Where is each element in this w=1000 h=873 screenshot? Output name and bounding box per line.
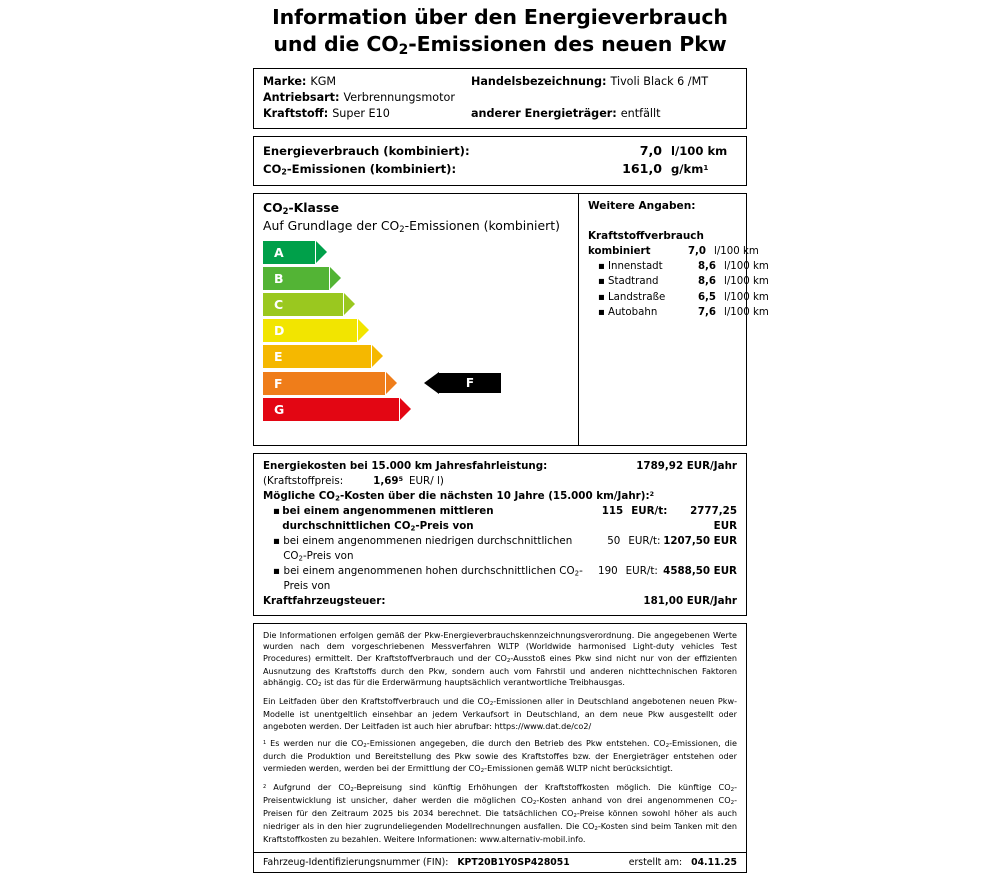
kv-stadtrand-label: ▪ Stadtrand bbox=[598, 276, 659, 288]
kv-landstrasse-unit: l/100 km bbox=[724, 291, 769, 303]
kfz-steuer-value: 181,00 EUR/Jahr bbox=[643, 594, 737, 607]
kv-row-innenstadt bbox=[588, 259, 769, 274]
class-bar-e: E bbox=[263, 345, 371, 368]
kraftstoffverbrauch-heading: Kraftstoffverbrauch bbox=[588, 230, 704, 243]
consumption-box bbox=[253, 136, 747, 187]
costs-box bbox=[253, 453, 747, 615]
weitere-angaben-heading: Weitere Angaben: bbox=[588, 200, 696, 213]
moegliche-co2-kosten-heading: Mögliche $CO_2$-Kosten über die nächsten 10 Jahre (15.000 km/Jahr):$^2$ bbox=[263, 490, 655, 503]
co2-emissions-value: 161,0 bbox=[622, 161, 662, 177]
title-line-2a: und die CO bbox=[273, 31, 399, 56]
kv-innenstadt-unit: l/100 km bbox=[724, 261, 769, 273]
scenario-mittel-text: bei einem angenommenen mittleren durchschnittlichen $CO_2$-Preis von bbox=[282, 505, 494, 533]
scenario-hoch-price-unit: EUR/t: bbox=[625, 564, 658, 577]
kv-autobahn-unit: l/100 km bbox=[724, 307, 769, 319]
kraftstoffpreis-row bbox=[263, 474, 737, 489]
co2-class-subtitle: Auf Grundlage der $CO_2$-Emissionen (kombiniert) bbox=[263, 217, 560, 234]
class-bar-c: C bbox=[263, 293, 343, 316]
kv-innenstadt-value: 8,6 bbox=[697, 261, 716, 273]
class-bar-a: A bbox=[263, 241, 315, 264]
kv-row-kombiniert bbox=[588, 244, 769, 259]
legal-footnote-1: $^1$ Es werden nur die $CO_2$-Emissionen angegeben, die durch den Betrieb des Pkw entstehen. $CO_2$-Emissionen, die durch die Produktion und Bereitstellung des Pkw sowie des Kraftstoffes bzw. der Energieträger entstehen oder vermieden werden, werden bei der Ermittlung der $CO_2$-Emissionen gemäß WLTP nicht berücksichtigt. bbox=[263, 738, 737, 774]
footer-bar bbox=[253, 852, 747, 873]
class-bar-row-b bbox=[263, 267, 569, 291]
energieverbrauch-unit: l/100 km bbox=[671, 143, 728, 158]
scenario-hoch-price: 190 bbox=[598, 564, 618, 577]
consumption-row-co2 bbox=[263, 160, 737, 179]
fin-value: KPT20B1Y0SP428051 bbox=[457, 857, 570, 869]
kraftstoffpreis-label: (Kraftstoffpreis: bbox=[263, 475, 344, 488]
class-bar-row-e bbox=[263, 345, 569, 369]
selected-class-label: F bbox=[439, 373, 501, 393]
kv-innenstadt-label: ▪ Innenstadt bbox=[598, 261, 663, 273]
legal-text-box bbox=[253, 623, 747, 853]
scenario-mittel-total: 2777,25 EUR bbox=[690, 505, 737, 532]
scenario-niedrig-text: bei einem angenommenen niedrigen durchschnittlichen $CO_2$-Preis von bbox=[283, 534, 573, 563]
co2-class-title: $CO_2$-Klasse bbox=[263, 200, 340, 217]
created-block bbox=[629, 857, 737, 868]
class-bar-g: G bbox=[263, 398, 399, 421]
title-line-1: Information über den Energieverbrauch bbox=[272, 5, 728, 29]
scenario-mittel-price-unit: EUR/t: bbox=[631, 505, 668, 518]
created-label: erstellt am: bbox=[628, 857, 683, 869]
kraftstoff-value: Super E10 bbox=[332, 106, 390, 120]
marke-value: KGM bbox=[310, 74, 337, 88]
co2-emissions-unit: $g/km^1$ bbox=[671, 162, 709, 177]
kfz-steuer-row bbox=[263, 594, 737, 609]
page-title bbox=[253, 4, 747, 59]
fin-block bbox=[263, 857, 629, 868]
legal-footnote-2: $^2$ Aufgrund der $CO_2$-Bepreisung sind künftig Erhöhungen der Kraftstoffkosten möglich. Die künftige $CO_2$-Preisentwicklung ist unsicher, daher werden die möglichen $CO_2$-Kosten anhand von drei angenommenen $CO_2$-Preisen für den Zeitraum 2025 bis 2034 berechnet. Die tatsächlichen $CO_2$-Preise können sowohl höher als auch niedriger als in den hier zugrundeliegenden Modellrechnungen ausfallen. Die $CO_2$-Kosten sind beim Tanken mit den Kraftstoffkosten zu bezahlen. Weitere Informationen: www.alternativ-mobil.info. bbox=[263, 781, 737, 844]
class-bar-f: F bbox=[263, 372, 385, 395]
energiekosten-label: Energiekosten bei 15.000 km Jahresfahrleistung: bbox=[263, 460, 548, 473]
kv-kombiniert-label: kombiniert bbox=[588, 245, 651, 257]
handelsbezeichnung-label: Handelsbezeichnung: bbox=[471, 74, 607, 88]
title-line-2b: -Emissionen des neuen Pkw bbox=[408, 31, 727, 56]
scenario-hoch-total: 4588,50 EUR bbox=[663, 564, 737, 577]
legal-paragraph-1: Die Informationen erfolgen gemäß der Pkw-Energieverbrauchskennzeichnungsverordnung. Die angegebenen Werte wurden nach dem vorgeschriebenen Messverfahren WLTP (Worldwide harmonised Light-duty vehicles Test Procedures) ermittelt. Der Kraftstoffverbrauch und der $CO_2$-Ausstoß eines Pkw sind nicht nur von der effizienten Ausnutzung des Kraftstoffs durch den Pkw, sondern auch vom Fahrstil und anderen nichttechnischen Faktoren abhängig. $CO_2$ ist das für die Erderwärmung hauptsächlich verantwortliche Treibhausgas. bbox=[263, 629, 737, 689]
scenario-niedrig-price-unit: EUR/t: bbox=[628, 534, 661, 547]
kfz-steuer-label: Kraftfahrzeugsteuer: bbox=[263, 594, 386, 607]
kv-landstrasse-value: 6,5 bbox=[697, 291, 716, 303]
marke-label: Marke: bbox=[263, 74, 307, 88]
created-value: 04.11.25 bbox=[691, 857, 737, 869]
scenario-niedrig-price: 50 bbox=[607, 534, 621, 547]
weitere-angaben-panel bbox=[579, 194, 777, 445]
consumption-row-energy bbox=[263, 142, 737, 161]
vehicle-row-kraftstoff bbox=[263, 106, 737, 122]
kv-stadtrand-unit: l/100 km bbox=[724, 276, 769, 288]
kv-landstrasse-label: ▪ Landstraße bbox=[598, 291, 666, 303]
kv-kombiniert-unit: l/100 km bbox=[714, 245, 759, 257]
anderer-energietraeger-value: entfällt bbox=[620, 106, 661, 120]
kv-autobahn-value: 7,6 bbox=[697, 307, 716, 319]
class-bar-b: B bbox=[263, 267, 329, 290]
energiekosten-row bbox=[263, 459, 737, 474]
title-co2-subscript: 2 bbox=[398, 41, 409, 58]
co2-price-scenario-row: ▪ bei einem angenommenen hohen durchschnittlichen $CO_2$-Preis von 190 EUR/t: 4588,50 EUR bbox=[273, 564, 737, 592]
scenario-mittel-price: 115 bbox=[601, 505, 624, 518]
antriebsart-value: Verbrennungsmotor bbox=[343, 90, 455, 104]
class-bar-row-f bbox=[263, 371, 569, 395]
co2-class-scale bbox=[254, 194, 579, 445]
selected-class-marker bbox=[423, 372, 501, 395]
vehicle-info-box bbox=[253, 68, 747, 129]
kv-stadtrand-value: 8,6 bbox=[697, 276, 716, 288]
class-bar-row-g bbox=[263, 397, 569, 421]
scenario-hoch-text: bei einem angenommenen hohen durchschnittlichen $CO_2$-Preis von bbox=[283, 564, 583, 592]
kv-kombiniert-value: 7,0 bbox=[687, 245, 706, 257]
vehicle-row-antriebsart bbox=[263, 90, 737, 106]
co2-class-box bbox=[253, 193, 769, 446]
energiekosten-value: 1789,92 EUR/Jahr bbox=[636, 460, 737, 473]
kv-row-landstrasse bbox=[588, 290, 769, 305]
energy-label-sheet bbox=[253, 4, 769, 873]
kraftstoffpreis-value: 1,69$^5$ bbox=[373, 475, 404, 488]
kv-autobahn-label: ▪ Autobahn bbox=[598, 307, 658, 319]
co2-emissions-label: $CO_2$-Emissionen (kombiniert): bbox=[263, 162, 457, 178]
legal-paragraph-2: Ein Leitfaden über den Kraftstoffverbrauch und die $CO_2$-Emissionen aller in Deutschland angebotenen neuen Pkw-Modelle ist unentgeltlich einsehbar an jedem Verkaufsort in Deutschland, an dem neue Pkw ausgestellt oder angeboten werden. Der Leitfaden ist auch hier abrufbar: https://www.dat.de/co2/ bbox=[263, 696, 737, 731]
kv-row-autobahn bbox=[588, 305, 769, 320]
fin-label: Fahrzeug-Identifizierungsnummer (FIN): bbox=[263, 857, 449, 869]
co2-price-scenario-row: ▪ bei einem angenommenen niedrigen durchschnittlichen $CO_2$-Preis von 50 EUR/t: 1207,50 EUR bbox=[273, 534, 737, 563]
kv-row-stadtrand bbox=[588, 274, 769, 289]
energieverbrauch-value: 7,0 bbox=[639, 142, 662, 158]
class-bars bbox=[263, 241, 569, 421]
kraftstoff-label: Kraftstoff: bbox=[263, 106, 329, 120]
anderer-energietraeger-label: anderer Energieträger: bbox=[471, 106, 617, 120]
antriebsart-label: Antriebsart: bbox=[263, 90, 340, 104]
handelsbezeichnung-value: Tivoli Black 6 /MT bbox=[610, 74, 709, 88]
class-bar-row-a bbox=[263, 241, 569, 265]
scenario-niedrig-total: 1207,50 EUR bbox=[663, 534, 737, 547]
energieverbrauch-label: Energieverbrauch (kombiniert): bbox=[263, 143, 470, 158]
co2-price-scenario-row: ▪ bei einem angenommenen mittleren durchschnittlichen $CO_2$-Preis von 115 EUR/t: 2777,25 EUR bbox=[273, 505, 737, 533]
kraftstoffpreis-unit: EUR/ l) bbox=[409, 475, 444, 488]
class-bar-d: D bbox=[263, 319, 357, 342]
class-bar-row-c bbox=[263, 293, 569, 317]
class-bar-row-d bbox=[263, 319, 569, 343]
vehicle-row-marke bbox=[263, 74, 737, 90]
